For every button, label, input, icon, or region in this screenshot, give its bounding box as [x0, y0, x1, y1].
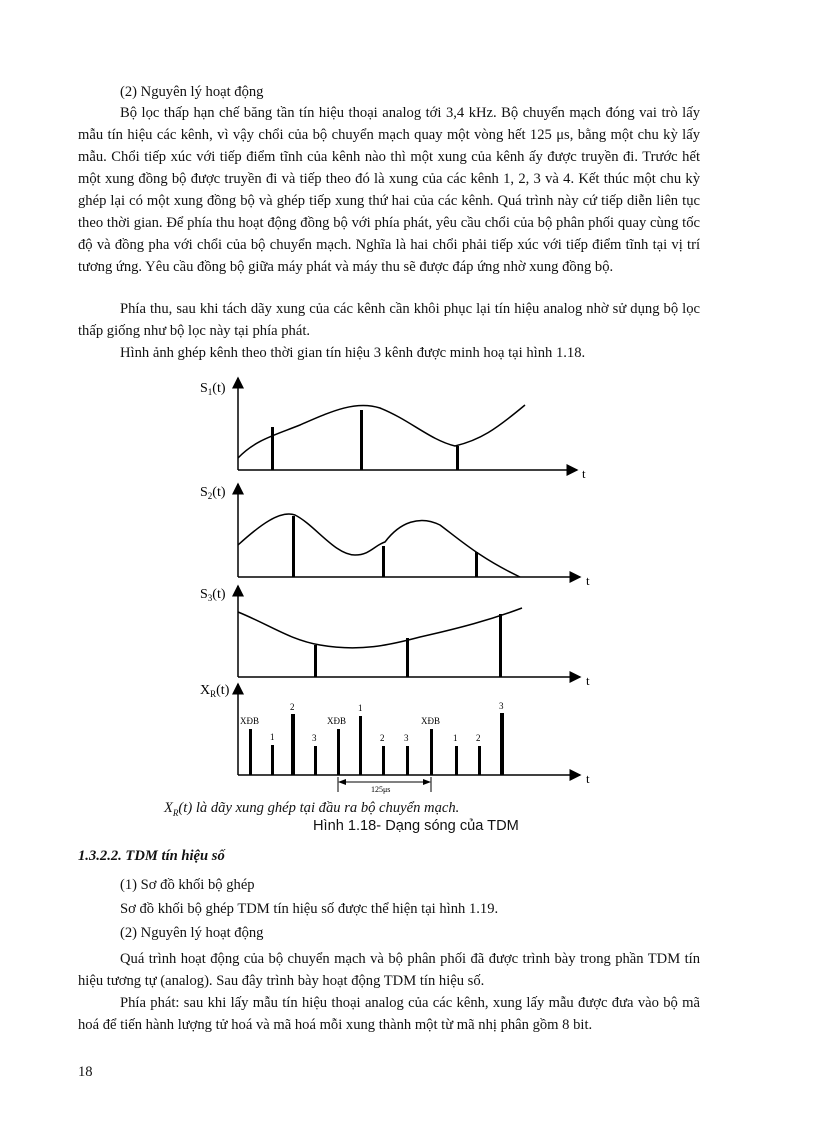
s3-t-label: t [586, 673, 590, 688]
period-arrowhead [338, 779, 346, 785]
pulse-label: 1 [453, 733, 458, 743]
s3-curve [238, 608, 522, 648]
paragraph-figure-intro: Hình ảnh ghép kênh theo thời gian tín hiệu 3 kênh được minh hoạ tại hình 1.18. [120, 345, 586, 361]
s1-sample [360, 410, 363, 470]
xr-pulse [406, 746, 409, 775]
pulse-label: XĐB [421, 716, 441, 726]
xr-pulse [337, 729, 340, 775]
section-title: 1.3.2.2. TDM tín hiệu số [78, 848, 225, 864]
pulse-label: XĐB [240, 716, 260, 726]
s3-sample [499, 614, 502, 677]
s2-sample [292, 516, 295, 577]
s1-curve [238, 405, 525, 458]
xr-t-label: t [586, 771, 590, 786]
pulse-label: 2 [290, 702, 295, 712]
xr-pulse [359, 716, 362, 775]
s1-plot [200, 378, 586, 481]
period-label: 125μs [371, 785, 391, 794]
xr-plot [200, 683, 590, 794]
pulse-label: 3 [404, 733, 409, 743]
pulse-label: 2 [380, 733, 385, 743]
xr-pulse [249, 729, 252, 775]
paragraph-block-diagram: Sơ đồ khối bộ ghép TDM tín hiệu số được thể hiện tại hình 1.19. [120, 901, 499, 917]
period-arrowhead [423, 779, 431, 785]
paragraph-digital-tdm: Quá trình hoạt động của bộ chuyển mạch và bộ phân phối đã được trình bày trong phần TDM tín hiệu tương tự (analog). Sau đây trình bày hoạt động TDM tín hiệu số. [78, 951, 700, 989]
s2-sample [382, 546, 385, 577]
pulse-label: 3 [499, 701, 504, 711]
xr-pulse [382, 746, 385, 775]
page-number: 18 [78, 1064, 93, 1080]
s3-sample [314, 645, 317, 677]
s2-sample [475, 552, 478, 577]
s2-plot [200, 484, 590, 588]
xr-pulse [430, 729, 433, 775]
xr-pulse [291, 714, 295, 775]
subheading-block-diagram: (1) Sơ đồ khối bộ ghép [120, 877, 255, 893]
xr-pulse [500, 713, 504, 775]
s3-label: $S_3(t)$ [200, 587, 226, 603]
s2-label: $S_2(t)$ [200, 485, 226, 501]
s1-label: $S_1(t)$ [200, 381, 226, 397]
s2-t-label: t [586, 573, 590, 588]
subheading-operation-principle: (2) Nguyên lý hoạt động [120, 84, 264, 100]
s3-plot [200, 586, 590, 688]
xr-pulse [478, 746, 481, 775]
subheading-operation-principle-2: (2) Nguyên lý hoạt động [120, 925, 264, 941]
xr-pulse [455, 746, 458, 775]
s1-sample [271, 427, 274, 470]
pulse-label: 2 [476, 733, 481, 743]
pulse-label: 3 [312, 733, 317, 743]
pulse-label: XĐB [327, 716, 347, 726]
xr-pulse [314, 746, 317, 775]
paragraph-transmit-side: Phía phát: sau khi lấy mẫu tín hiệu thoại analog của các kênh, xung lấy mẫu được đưa vào bộ mã hoá để tiến hành lượng tử hoá và mã hoá mỗi xung thành một từ mã nhị phân gồm 8 bit. [78, 995, 700, 1033]
pulse-label: 1 [270, 732, 275, 742]
paragraph-operation: Bộ lọc thấp hạn chế băng tần tín hiệu thoại analog tới 3,4 kHz. Bộ chuyển mạch đóng vai trò lấy mẫu tín hiệu các kênh, vì vậy chổi của bộ chuyển mạch quay một vòng hết 125 μs, bằng một chu kỳ lấy mẫu. Chổi tiếp xúc với tiếp điểm tĩnh của kênh nào thì một xung của kênh ấy được truyền đi. Trước hết một xung đồng bộ được truyền đi và tiếp theo đó là xung của các kênh 1, 2, 3 và 4. Kết thúc một chu kỳ ghép lại có một xung đồng bộ và ghép tiếp xung thứ hai của các kênh. Quá trình này cứ tiếp diễn liên tục theo thời gian. Để phía thu hoạt động đồng bộ với phía phát, yêu cầu chổi của bộ phân phối quay cùng tốc độ và đồng pha với chổi của bộ chuyển mạch. Nghĩa là hai chổi phải tiếp xúc với tiếp điểm tĩnh tại vị trí tương ứng. Yêu cầu đồng bộ giữa máy phát và máy thu sẽ được đáp ứng nhờ xung đồng bộ. [78, 105, 700, 275]
paragraph-receiver: Phía thu, sau khi tách dãy xung của các kênh cần khôi phục lại tín hiệu analog nhờ sử dụng bộ lọc thấp giống như bộ lọc này tại phía phát. [78, 301, 700, 339]
figure-caption: Hình 1.18- Dạng sóng của TDM [313, 818, 519, 834]
pulse-label: 1 [358, 703, 363, 713]
xr-pulse [271, 745, 274, 775]
figure-note: $X_R(t)$ là dãy xung ghép tại đầu ra bộ chuyển mạch. [164, 800, 460, 818]
s3-sample [406, 638, 409, 677]
s1-t-label: t [582, 466, 586, 481]
xr-label: $X_R(t)$ [200, 683, 230, 699]
s1-sample [456, 446, 459, 470]
